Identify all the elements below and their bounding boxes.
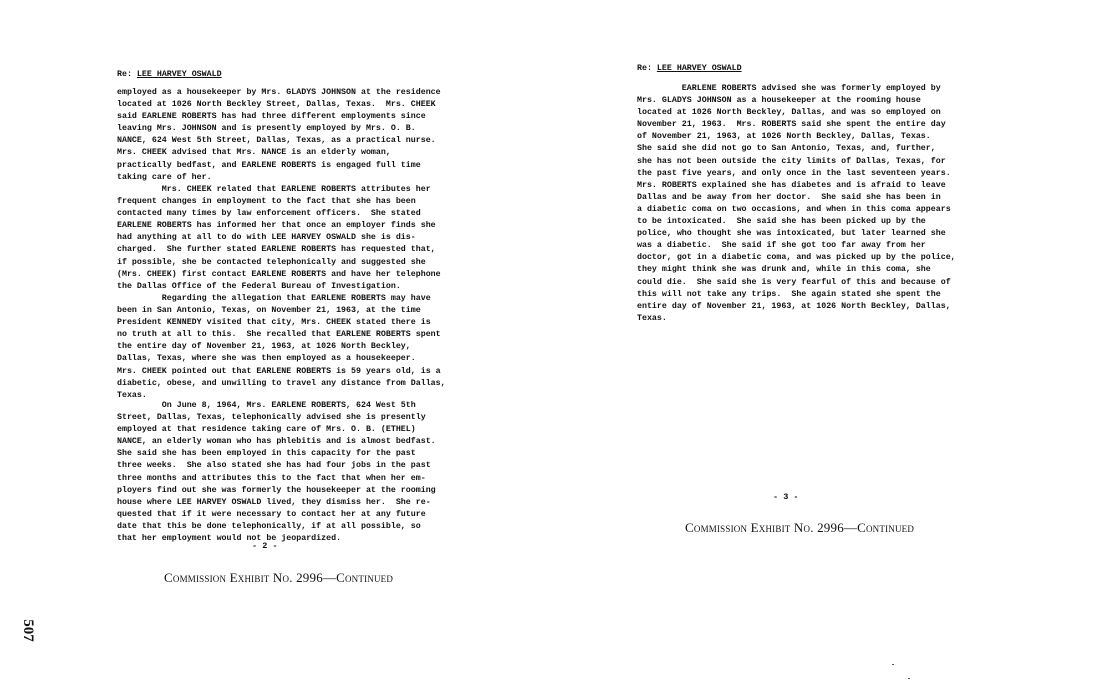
left-page-number: - 2 - [252,541,278,551]
right-re-line [637,64,742,73]
left-paragraph-2: Mrs. CHEEK related that EARLENE ROBERTS attributes her frequent changes in employment to the fact that she has been contacted many times by law enforcement officers. She stated EARLENE ROBERTS has informed her that once an employer finds she had anything at all to do with LEE HARVEY OSWALD she is dis- charged. She further stated EARLENE ROBERTS has requested that, if possible, she be contacted telephonically and suggested she (Mrs. CHEEK) first contact EARLENE ROBERTS and have her telephone the Dallas Office of the Federal Bureau of Investigation. [117,185,441,291]
right-page-number: - 3 - [773,492,799,502]
left-paragraph-3: Regarding the allegation that EARLENE ROBERTS may have been in San Antonio, Texas, on November 21, 1963, at the time President KENNEDY visited that city, Mrs. CHEEK stated there is no truth at all to this. She recalled that EARLENE ROBERTS spent the entire day of November 21, 1963, at 1026 North Beckley, Dallas, Texas, where she was then employed as a housekeeper. Mrs. CHEEK pointed out that EARLENE ROBERTS is 59 years old, is a diabetic, obese, and unwilling to travel any distance from Dallas, Texas. [117,294,446,400]
right-exhibit-caption [685,520,914,536]
left-paragraph-1: employed as a housekeeper by Mrs. GLADYS JOHNSON at the residence located at 1026 North Beckley Street, Dallas, Texas. Mrs. CHEEK said EARLENE ROBERTS has had three different employments since leaving Mrs. JOHNSON and is presently employed by Mrs. O. B. NANCE, 624 West 5th Street, Dallas, Texas, as a practical nurse. Mrs. CHEEK advised that Mrs. NANCE is an elderly woman, practically bedfast, and EARLENE ROBERTS is engaged full time taking care of her. [117,88,441,182]
right-paragraph-1: EARLENE ROBERTS advised she was formerly employed by Mrs. GLADYS JOHNSON as a housekeeper at the rooming house located at 1026 North Beckley, Dallas, and was so employed on November 21, 1963. Mrs. ROBERTS said she spent the entire day of November 21, 1963, at 1026 North Beckley, Dallas, Texas. She said she did not go to San Antonio, Texas, and, further, she has not been outside the city limits of Dallas, Texas, for the past five years, and only once in the last seventeen years. Mrs. ROBERTS explained she has diabetes and is afraid to leave Dallas and be away from her doctor. She said she has been in a diabetic coma on two occasions, and when in this coma appears to be intoxicated. She said she has been picked up by the police, who thought she was intoxicated, but later learned she was a diabetic. She said if she got too far away from her doctor, got in a diabetic coma, and was picked up by the police, they might think she was drunk and, while in this coma, she could die. She said she is very fearful of this and because of this will not take any trips. She again stated she spent the entire day of November 21, 1963, at 1026 North Beckley, Dallas, Texas. [637,84,956,323]
right-re-label: Re: [637,64,652,73]
left-exhibit-caption [164,570,393,586]
left-re-subject: LEE HARVEY OSWALD [136,70,222,79]
scan-speck [908,678,910,679]
scan-speck [892,664,894,665]
left-paragraph-4: On June 8, 1964, Mrs. EARLENE ROBERTS, 624 West 5th Street, Dallas, Texas, telephonically advised she is presently employed at that residence taking care of Mrs. O. B. (ETHEL) NANCE, an elderly woman who has phlebitis and is almost bedfast. She said she has been employed in this capacity for the past three weeks. She also stated she has had four jobs in the past three months and attributes this to the fact that when her em- ployers find out she was formerly the housekeeper at the rooming house where LEE HARVEY OSWALD lived, they dismiss her. She re- quested that if it were necessary to contact her at any future date that this be done telephonically, if at all possible, so that her employment would not be jeopardized. [117,401,436,544]
side-page-number: 507 [19,619,36,642]
left-exhibit-text: Commission Exhibit No. 2996—Continued [164,570,394,585]
right-exhibit-text: Commission Exhibit No. 2996—Continued [685,520,915,535]
left-re-label: Re: [117,70,132,79]
right-re-subject: LEE HARVEY OSWALD [656,64,742,73]
left-re-line [117,70,222,79]
